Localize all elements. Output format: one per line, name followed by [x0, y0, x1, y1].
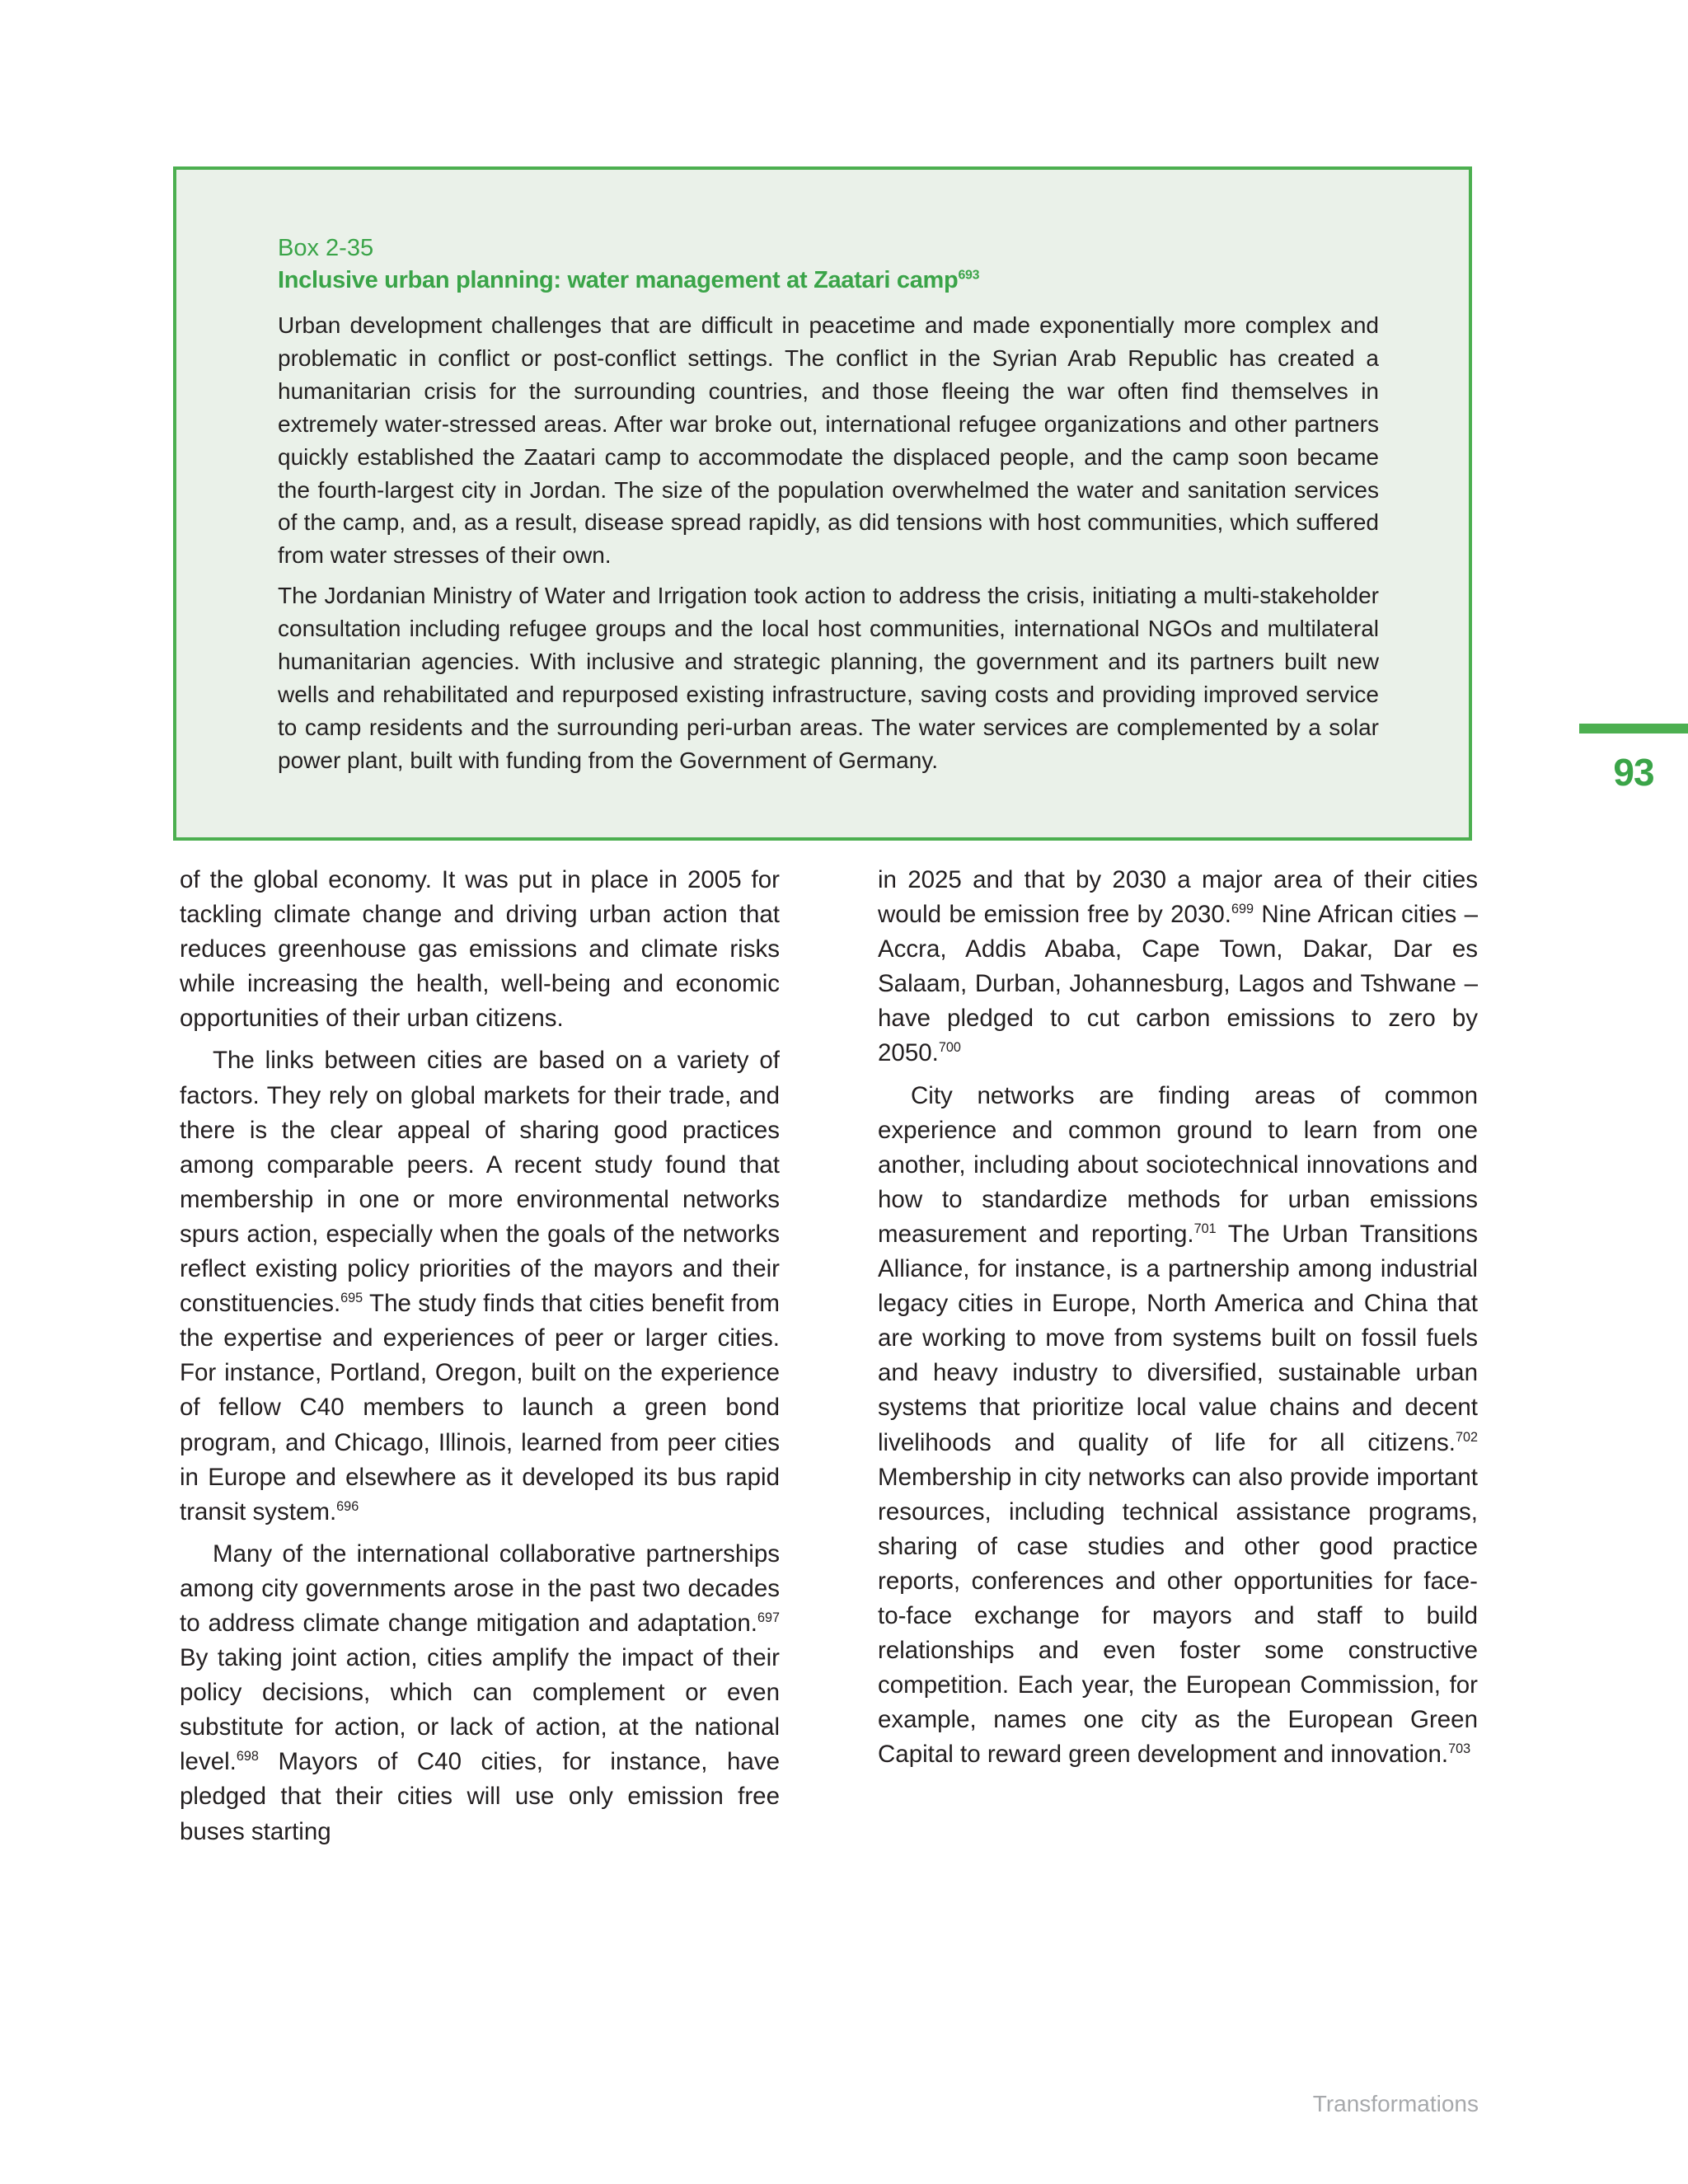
text-run: City networks are finding areas of common experience and common ground to learn from one another, including about sociotechnical innovations and how to standardize methods for urban emissions measurement and reporting. — [878, 1081, 1478, 1248]
footnote-ref: 696 — [336, 1498, 359, 1514]
footnote-ref: 693 — [958, 268, 980, 283]
running-footer: Transformations — [1312, 2091, 1479, 2116]
text-run: The Urban Transitions Alliance, for instance, is a partnership among industrial legacy cities in Europe, North America and China that are working to move from systems built on fossil fuels and heavy industry to diversified, sustainable urban systems that prioritize local value chains and decent livelihoods and quality of life for all citizens. — [878, 1220, 1478, 1456]
page-marker-bar — [1579, 724, 1688, 733]
box-paragraph: The Jordanian Ministry of Water and Irrigation took action to address the crisis, initiating a multi-stakeholder consultation including refugee groups and the local host communities, international NGOs and multilateral humanitarian agencies. With inclusive and strategic planning, the government and its partners built new wells and rehabilitated and repurposed existing infrastructure, saving costs and providing improved service to camp residents and the surrounding peri-urban areas. The water services are complemented by a solar power plant, built with funding from the Government of Germany. — [278, 583, 1379, 773]
footnote-ref: 698 — [236, 1749, 259, 1765]
box-title-text: Inclusive urban planning: water management at Zaatari camp — [278, 267, 959, 293]
text-run: Mayors of C40 cities, for instance, have pledged that their cities will use only emission free buses starting — [180, 1748, 780, 1845]
footnote-ref: 695 — [340, 1291, 363, 1306]
footnote-ref: 700 — [938, 1040, 961, 1056]
right-column — [878, 863, 1478, 1779]
footnote-ref: 697 — [757, 1610, 780, 1626]
text-run: The links between cities are based on a variety of factors. They rely on global markets for their trade, and there is the clear appeal of sharing good practices among comparable peers. A recent study found that membership in one or more environmental networks spurs action, especially when the goals of the networks reflect existing policy priorities of the mayors and their constituencies. — [180, 1047, 780, 1318]
body-paragraph — [878, 863, 1478, 1071]
body-paragraph — [180, 1043, 780, 1529]
box-title — [278, 264, 1379, 297]
text-run: Many of the international collaborative partnerships among city governments arose in the past two decades to address climate change mitigation and adaptation. — [180, 1540, 780, 1637]
body-paragraph — [180, 1537, 780, 1849]
text-run: By taking joint action, cities amplify the impact of their policy decisions, which can complement or even substitute for action, or lack of action, at the national level. — [180, 1644, 780, 1776]
text-run: Membership in city networks can also provide important resources, including technical assistance programs, sharing of case studies and other good practice reports, conferences and other opportunities for face-to-face exchange for mayors and staff to build relationships and even foster some constructive competition. Each year, the European Commission, for example, names one city as the European Green Capital to reward green development and innovation. — [878, 1463, 1478, 1769]
body-paragraph — [878, 1079, 1478, 1773]
page-number: 93 — [1613, 751, 1654, 794]
box-label: Box 2-35 — [278, 235, 374, 261]
box-2-35 — [173, 166, 1472, 841]
footnote-ref: 702 — [1455, 1429, 1478, 1445]
body-paragraph: of the global economy. It was put in place in 2005 for tackling climate change and driving urban action that reduces greenhouse gas emissions and climate risks while increasing the health, well-being and economic opportunities of their urban citizens. — [180, 866, 780, 1033]
footnote-ref: 703 — [1448, 1741, 1471, 1757]
box-content — [278, 232, 1379, 777]
text-run: The study finds that cities benefit from the expertise and experiences of peer or larger cities. For instance, Portland, Oregon, built on the experience of fellow C40 members to launch a green bond program, and Chicago, Illinois, learned from peer cities in Europe and elsewhere as it developed its bus rapid transit system. — [180, 1290, 780, 1526]
box-paragraph: Urban development challenges that are difficult in peacetime and made exponentially more complex and problematic in conflict or post-conflict settings. The conflict in the Syrian Arab Republic has created a humanitarian crisis for the surrounding countries, and those fleeing the war often find themselves in extremely water-stressed areas. After war broke out, international refugee organizations and other partners quickly established the Zaatari camp to accommodate the displaced people, and the camp soon became the fourth-largest city in Jordan. The size of the population overwhelmed the water and sanitation services of the camp, and, as a result, disease spread rapidly, as did tensions with host communities, which suffered from water stresses of their own. — [278, 312, 1379, 569]
text-run: Nine African cities – Accra, Addis Ababa, Cape Town, Dakar, Dar es Salaam, Durban, Johannesburg, Lagos and Tshwane – have pledged to cut carbon emissions to zero by 2050. — [878, 901, 1478, 1067]
text-run: in 2025 and that by 2030 a major area of their cities would be emission free by 2030. — [878, 866, 1478, 929]
footnote-ref: 701 — [1193, 1221, 1217, 1237]
footnote-ref: 699 — [1231, 902, 1254, 917]
left-column — [180, 863, 780, 1857]
